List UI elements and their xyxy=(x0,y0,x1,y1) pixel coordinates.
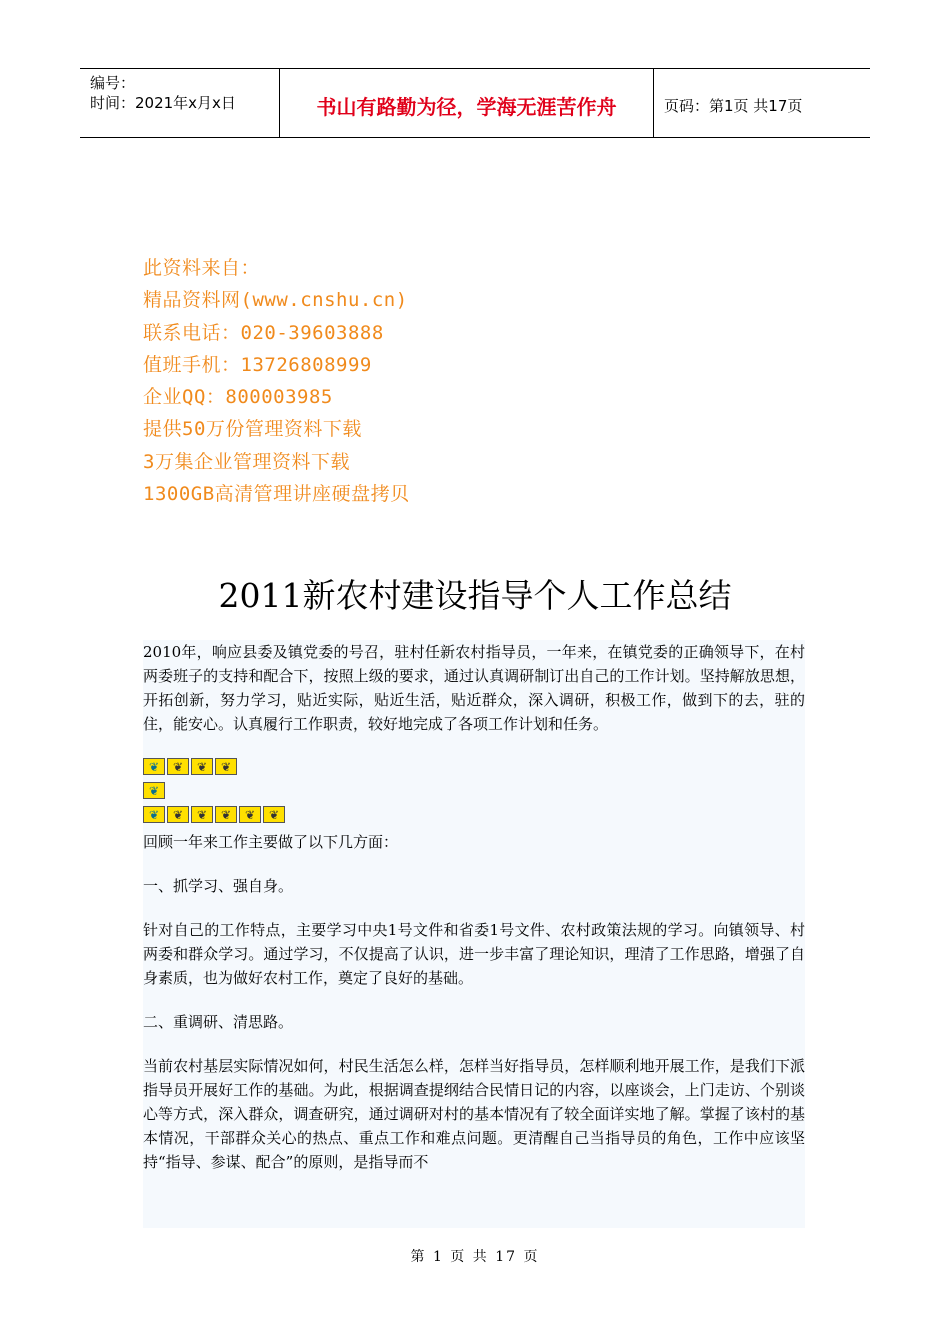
scroll-icon: ❦ xyxy=(167,758,189,775)
section2-body: 当前农村基层实际情况如何，村民生活怎么样，怎样当好指导员，怎样顺利地开展工作，是我们下派指导员开展好工作的基础。为此，根据调查提纲结合民情日记的内容，以座谈会，上门走访、个别谈心等方式，深入群众，调查研究，通过调研对村的基本情况有了较全面详实地了解。掌握了该村的基本情况，干部群众关心的热点、重点工作和难点问题。更清醒自己当指导员的角色，工作中应该坚持“指导、参谋、配合”的原则，是指导而不 xyxy=(143,1057,805,1171)
ad-block xyxy=(143,252,410,510)
header-motto: 书山有路勤为径，学海无涯苦作舟 xyxy=(280,69,654,137)
ad-line: 精品资料网(www.cnshu.cn) xyxy=(143,289,408,312)
scroll-icon: ❦ xyxy=(215,806,237,823)
ad-line: 1300GB高清管理讲座硬盘拷贝 xyxy=(143,483,410,506)
ad-line: 3万集企业管理资料下载 xyxy=(143,450,350,473)
ad-line: 值班手机：13726808999 xyxy=(143,353,372,376)
icon-row xyxy=(143,782,805,800)
scroll-icon: ❦ xyxy=(143,782,165,799)
ad-line: 联系电话：020-39603888 xyxy=(143,321,384,344)
code-label: 编号： xyxy=(90,74,136,92)
header-page-info: 页码：第1页 共17页 xyxy=(664,96,803,115)
ad-line: 企业QQ：800003985 xyxy=(143,386,333,409)
time-label: 时间：2021年x月x日 xyxy=(90,94,236,112)
scroll-icon: ❦ xyxy=(191,758,213,775)
icon-row xyxy=(143,758,805,776)
scroll-icon: ❦ xyxy=(239,806,261,823)
section1-body: 针对自己的工作特点，主要学习中央1号文件和省委1号文件、农村政策法规的学习。向镇领导、村两委和群众学习。通过学习，不仅提高了认识，进一步丰富了理论知识，理清了工作思路，增强了自身素质，也为做好农村工作，奠定了良好的基础。 xyxy=(143,921,805,987)
header-meta xyxy=(80,69,280,137)
document-title: 2011新农村建设指导个人工作总结 xyxy=(218,576,732,615)
page-number: 第 1 页 共 17 页 xyxy=(410,1249,540,1265)
scroll-icon: ❦ xyxy=(167,806,189,823)
intro-paragraph: 2010年，响应县委及镇党委的号召，驻村任新农村指导员，一年来，在镇党委的正确领导下，在村两委班子的支持和配合下，按照上级的要求，通过认真调研制订出自己的工作计划。坚持解放思想，开拓创新，努力学习，贴近实际，贴近生活，贴近群众，深入调研，积极工作，做到下的去，驻的住，能安心。认真履行工作职责，较好地完成了各项工作计划和任务。 xyxy=(143,643,805,733)
document-header xyxy=(80,68,870,138)
scroll-icon: ❦ xyxy=(143,806,165,823)
scroll-icon: ❦ xyxy=(215,758,237,775)
ad-line: 此资料来自： xyxy=(143,257,261,279)
scroll-icon: ❦ xyxy=(191,806,213,823)
review-paragraph: 回顾一年来工作主要做了以下几方面： xyxy=(143,833,399,851)
document-body xyxy=(143,640,805,1228)
ad-line: 提供50万份管理资料下载 xyxy=(143,418,362,441)
scroll-icon: ❦ xyxy=(263,806,285,823)
icon-row xyxy=(143,806,805,824)
section1-heading: 一、抓学习、强自身。 xyxy=(143,877,294,895)
scroll-icon: ❦ xyxy=(143,758,165,775)
section2-heading: 二、重调研、清思路。 xyxy=(143,1013,294,1031)
